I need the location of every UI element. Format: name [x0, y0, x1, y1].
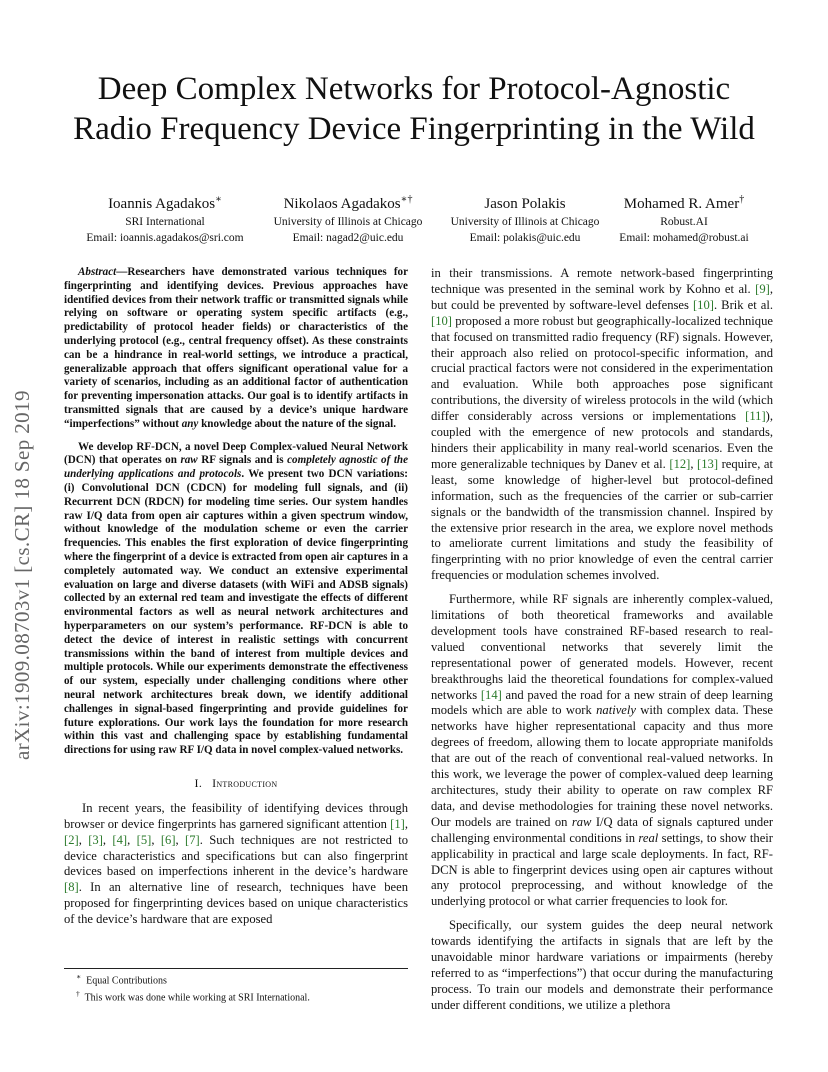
citation-link[interactable]: [ 8 ]: [64, 880, 79, 894]
footnote-text: This work was done while working at SRI International.: [84, 992, 310, 1004]
author-email: Email: ioannis.agadakos@sri.com: [86, 232, 244, 244]
footnote-text: Equal Contributions: [86, 975, 167, 987]
citation-link[interactable]: [ 1 ]: [390, 817, 405, 831]
citation-link[interactable]: [ 7 ]: [185, 833, 200, 847]
paper-title: [50, 69, 778, 149]
citation-link[interactable]: [ 3 ]: [88, 833, 103, 847]
citation-link[interactable]: [ 4 ]: [112, 833, 127, 847]
author-affiliation: University of Illinois at Chicago: [273, 216, 423, 228]
author-name: Jason Polakis: [484, 196, 566, 212]
arxiv-stamp: arXiv:1909.08703v1 [cs.CR] 18 Sep 2019: [10, 390, 34, 760]
author-2: [260, 190, 436, 246]
section-number: I.: [194, 775, 203, 790]
citation-link[interactable]: [ 9 ]: [755, 282, 770, 296]
intro-paragraph: In recent years, the feasibility of identifying devices through browser or device fingerprints has garnered significant attention [ 1 ] , [ 2 ] , [ 3 ] , [ 4 ] , [ 5 ] , [ 6 ] , [ 7 ] . Such techniques are not restricted to device characteristics and specifications but can also fingerprint devices based on imperfections inherent in the device’s hardware [ 8 ] . In an alternative line of research, techniques have been proposed for fingerprinting devices based on unique characteristics of the device’s hardware that are exposed: [64, 801, 408, 928]
left-column: [64, 266, 408, 928]
title-line-1: Deep Complex Networks for Protocol-Agnostic: [97, 71, 731, 107]
author-email: Email: nagad2@uic.edu: [292, 232, 404, 244]
footnotes: [66, 971, 406, 1005]
author-4: [608, 190, 760, 246]
footnote-2: [76, 988, 406, 1005]
citation-link[interactable]: [ 10 ]: [693, 298, 714, 312]
abstract-paragraph-1: Abstract—Researchers have demonstrated various techniques for fingerprinting and identifying devices. Previous approaches have identified devices from their network traffic or transmitted signals while relying on software or operating system specific artifacts (e.g., predictability of protocol header fields) or characteristics of the underlying protocol (e.g., central frequency offset). As these constraints can be a hindrance in real-world settings, we introduce a practical, generalizable approach that offers significant operational value for a variety of scenarios, including as an additional factor of authentication for preventing impersonation attacks. Our goal is to identify artifacts in transmitted signals that are caused by a device’s unique hardware “imperfections” without any knowledge about the nature of the signal.: [64, 266, 408, 430]
citation-link[interactable]: [ 11 ]: [745, 409, 766, 423]
author-mark: ∗†: [400, 194, 413, 205]
citation-link[interactable]: [ 5 ]: [137, 833, 152, 847]
citation-link[interactable]: [ 2 ]: [64, 833, 79, 847]
author-name: Mohamed R. Amer: [623, 196, 740, 212]
footnote-mark: †: [76, 988, 80, 998]
right-column: [431, 266, 773, 1014]
author-affiliation: Robust.AI: [660, 216, 708, 228]
citation-link[interactable]: [ 14 ]: [481, 688, 502, 702]
author-affiliation: University of Illinois at Chicago: [450, 216, 600, 228]
footnote-1: [76, 971, 406, 988]
author-affiliation: SRI International: [125, 216, 205, 228]
citation-link[interactable]: [ 10 ]: [431, 314, 452, 328]
section-title: Introduction: [212, 775, 278, 790]
citation-link[interactable]: [ 13 ]: [697, 457, 718, 471]
abstract: [64, 266, 408, 758]
author-name: Ioannis Agadakos: [108, 196, 216, 212]
author-3: [437, 190, 613, 246]
footnote-mark: ∗: [76, 972, 82, 981]
footnote-divider: [64, 968, 408, 969]
citation-link[interactable]: [ 6 ]: [161, 833, 176, 847]
citation-link[interactable]: [ 12 ]: [669, 457, 690, 471]
author-name: Nikolaos Agadakos: [283, 196, 401, 212]
author-email: Email: polakis@uic.edu: [469, 232, 581, 244]
title-line-2: Radio Frequency Device Fingerprinting in the Wild: [73, 111, 755, 147]
body-paragraph-2: Furthermore, while RF signals are inherently complex-valued, limitations of both theoretical frameworks and available development tools have constrained RF-based research to real-valued conventional networks that severely limit the representational power of generated models. However, recent breakthroughs laid the theoretical foundations for complex-valued networks [ 14 ] and paved the road for a new strain of deep learning models which are able to work natively with complex data. These networks have higher representational capacity and thus more degrees of freedom, allowing them to locate appropriate manifolds that are out of the reach of conventional real-valued networks. In this work, we leverage the power of complex-valued deep learning architectures, study their ability to operate on raw complex RF data, and devise methodologies for training these novel networks. Our models are trained on raw I/Q data of signals captured under challenging environmental conditions in real settings, to show their applicability in practical and large scale deployments. In fact, RF-DCN is able to fingerprint devices using open air captures without any protocol preprocessing, and without knowledge of the underlying protocol or what carrier frequencies to look for.: [431, 592, 773, 910]
author-mark: †: [739, 194, 745, 205]
body-paragraph-1: in their transmissions. A remote network-based fingerprinting technique was presented in the seminal work by Kohno et al. [ 9 ] , but could be prevented by software-level defenses [ 10 ] . Brik et al. [ 10 ] proposed a more robust but geographically-localized technique that focused on transmitted radio frequency (RF) signals. However, their approach also relied on protocol-specific information, and crucial practical factors were not considered in the experimentation and evaluation. While both approaches pose significant contributions, the diversity of wireless protocols in the wild (which differ considerably across versions or implementations [ 11 ] ), coupled with the emergence of new protocols and standards, hinders their applicability in many real-world scenarios. Even the more generalizable techniques by Danev et al. [ 12 ] , [ 13 ] require, at least, some knowledge of higher-level but protocol-defined information, such as the frequencies of the carrier or sub-carrier signals or the bandwidth of the transmission channel. Inspired by the extensive prior research in the area, we explore novel methods to ameliorate current limitations and study the feasibility of fingerprinting with no prior knowledge of even the central carrier frequencies or modulation schemes involved.: [431, 266, 773, 584]
author-email: Email: mohamed@robust.ai: [619, 232, 749, 244]
abstract-label: Abstract: [78, 266, 117, 278]
section-heading: [64, 776, 408, 792]
abstract-paragraph-2: We develop RF-DCN, a novel Deep Complex-valued Neural Network (DCN) that operates on raw RF signals and is completely agnostic of the underlying applications and protocols. We present two DCN variations: (i) Convolutional DCN (CDCN) for modeling full signals, and (ii) Recurrent DCN (RDCN) for modeling time series. Our system handles raw I/Q data from open air captures within a given spectrum window, without knowledge of the modulation scheme or even the carrier frequencies. This enables the first exploration of device fingerprinting where the fingerprint of a device is extracted from open air captures in a completely automated way. We conduct an extensive experimental evaluation on large and diverse datasets (with WiFi and ADSB signals) collected by an external red team and investigate the effects of different environmental factors as well as neural network architectures and hyperparameters on our system’s performance. RF-DCN is able to detect the device of interest in realistic settings with concurrent transmissions within the band of interest from multiple devices and multiple protocols. While our experiments demonstrate the effectiveness of our system, especially under challenging conditions where other neural network architectures break down, we identify additional challenges in signal-based fingerprinting and provide guidelines for future explorations. Our work lays the foundation for more research within this vast and challenging space by establishing fundamental directions for using raw RF I/Q data in novel complex-valued networks.: [64, 440, 409, 757]
author-1: [58, 190, 272, 246]
body-paragraph-3: Specifically, our system guides the deep neural network towards identifying the artifacts in signals that are left by the unavoidable minor hardware variations or impairments (hereby referred to as “imperfections”) that occur during the manufacturing process. To train our models and demonstrate their performance under different conditions, we utilize a plethora: [431, 918, 773, 1012]
author-mark: ∗: [215, 194, 222, 205]
